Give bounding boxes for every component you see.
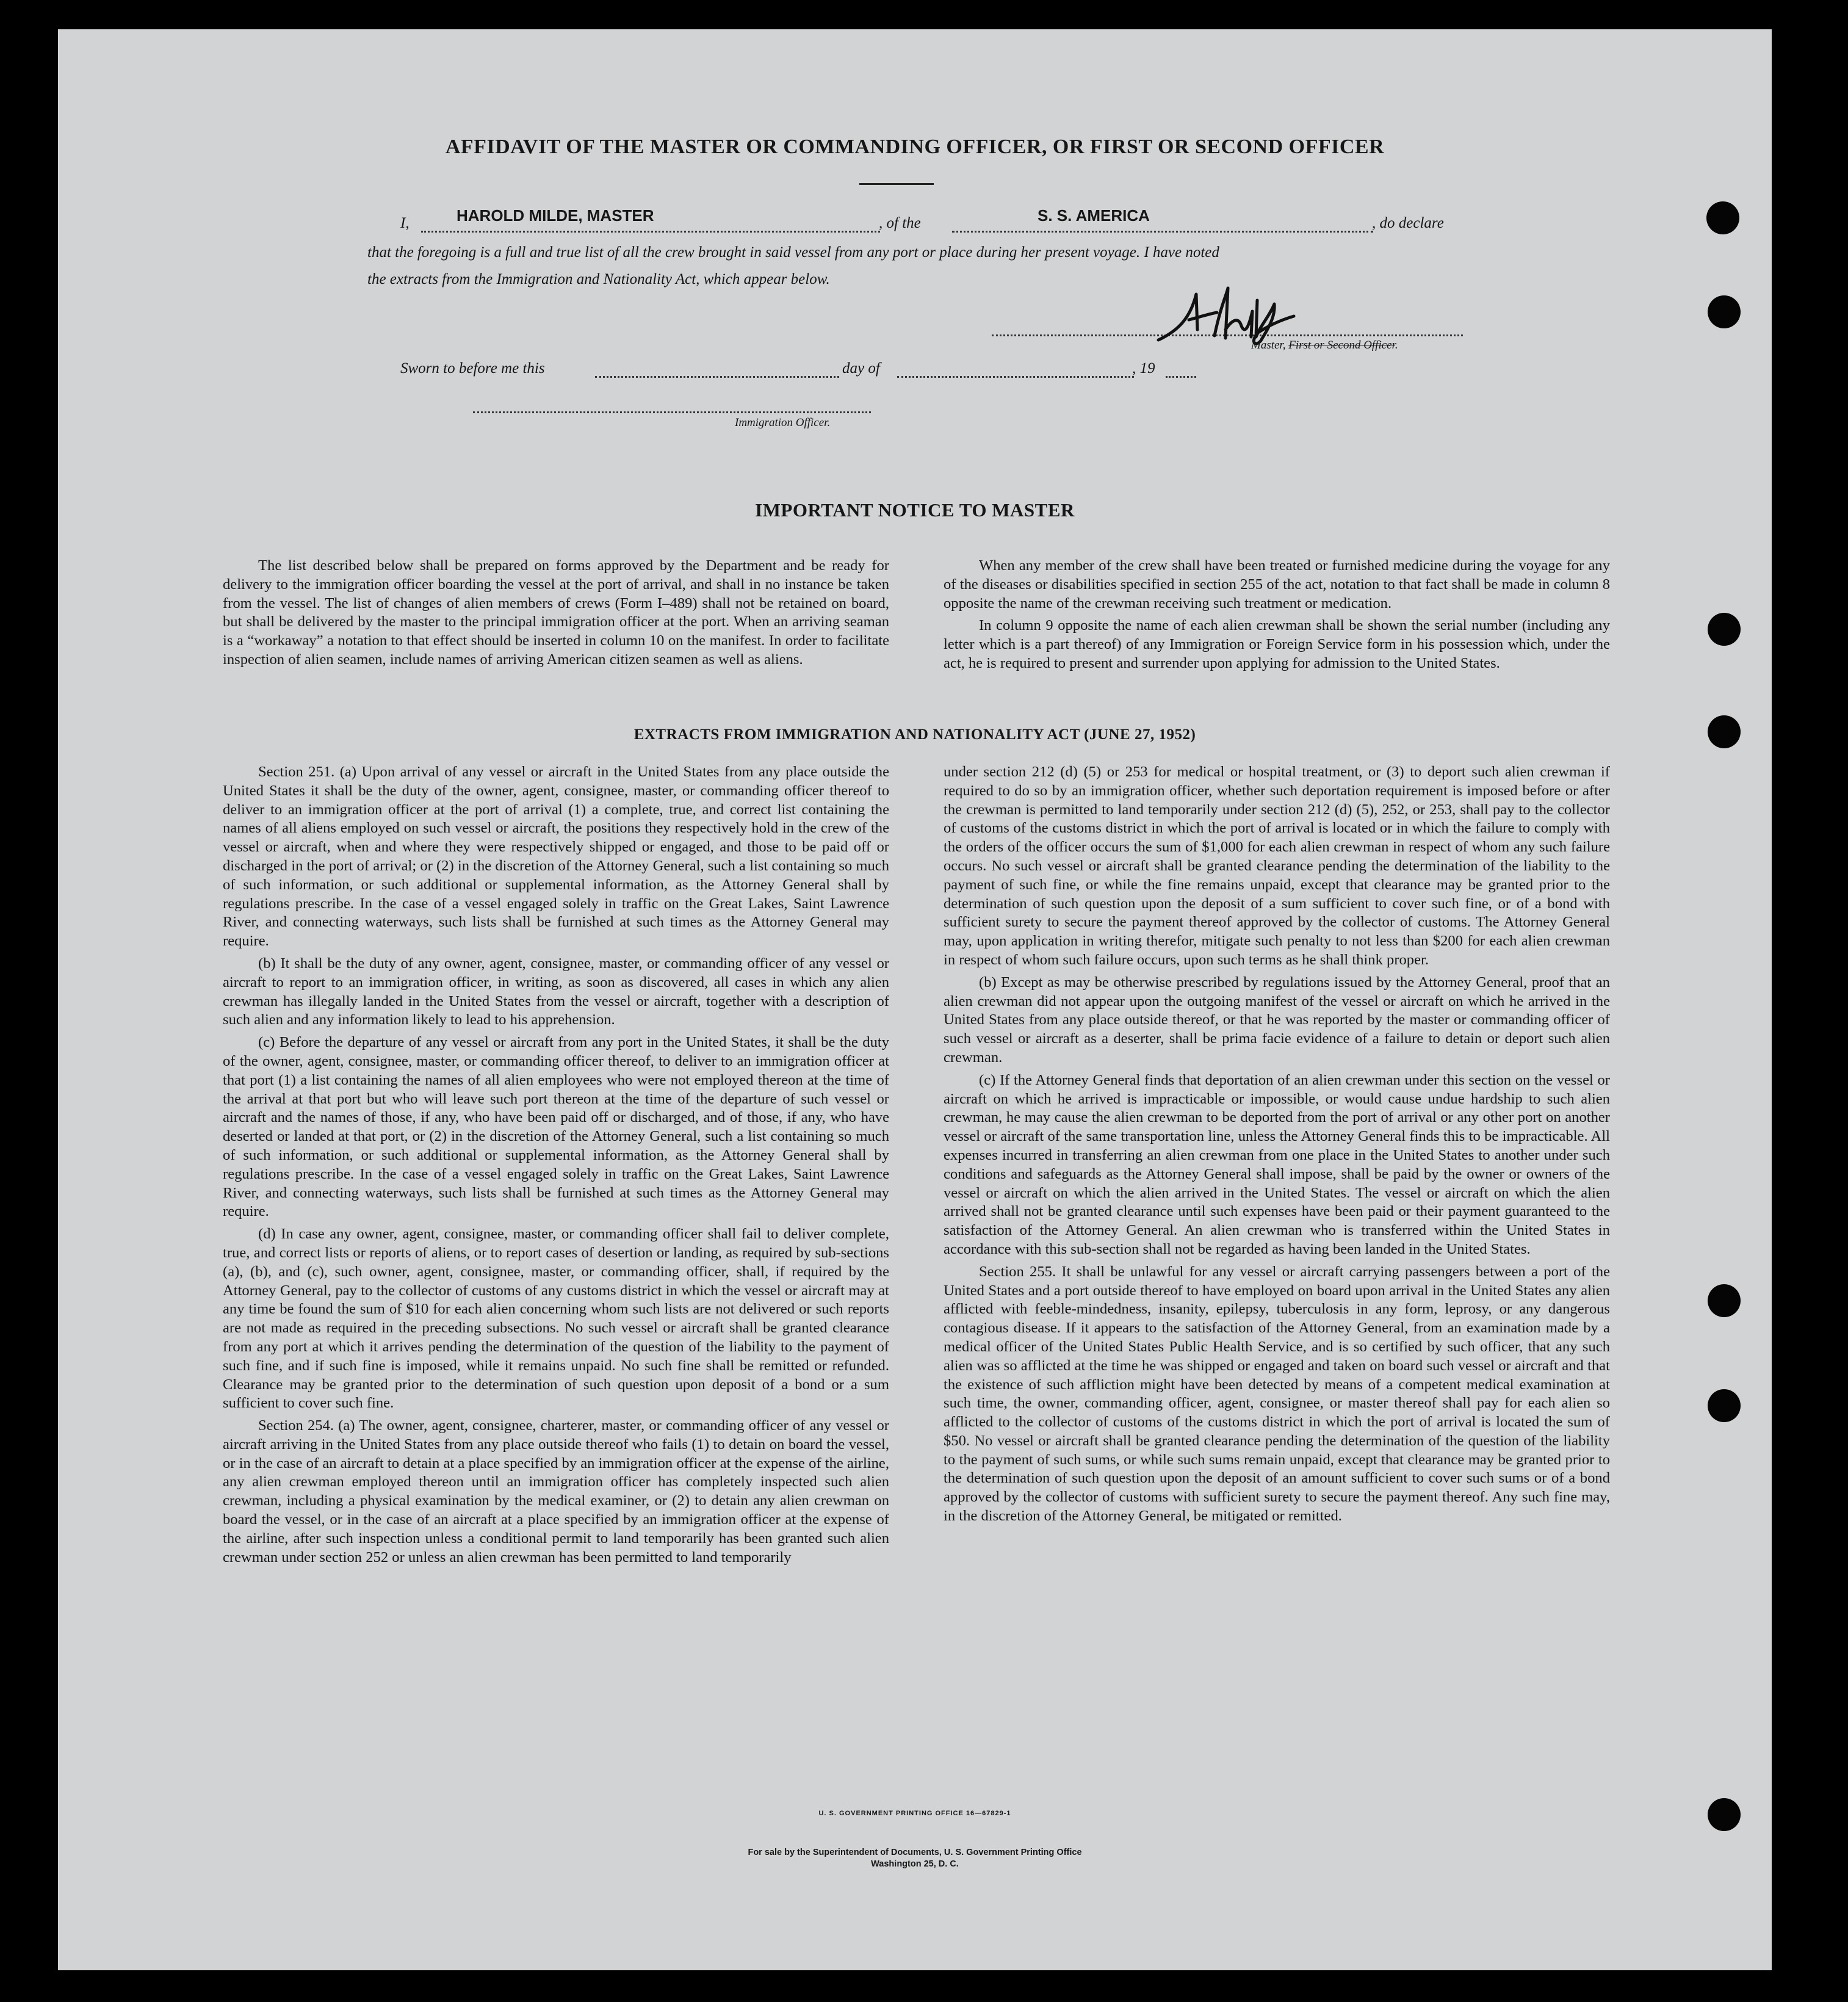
- extracts-left-column: [223, 763, 889, 1570]
- extracts-title: EXTRACTS FROM IMMIGRATION AND NATIONALITY ACT (JUNE 27, 1952): [633, 726, 1196, 743]
- section-251c: (c) Before the departure of any vessel or aircraft from any port in the United States, it shall be the duty of the owner, agent, consignee, master, or commanding officer thereof, to deliver to an immigration officer at that port (1) a list containing the names of all alien employees who were not employed thereon at the time of the arrival at that port but who will leave such port thereon at the time of the departure of such vessel or aircraft and the names of those, if any, who have been paid off or discharged, and of those, if any, who have deserted or landed at that port, or (2) in the discretion of the Attorney General, such a list containing so much of such information, or such additional or supplemental information, as the Attorney General shall by regulations prescribe. In the case of a vessel engaged solely in traffic on the Great Lakes, Saint Lawrence River, and connecting waterways, such lists shall be furnished at such times as the Attorney General may require.: [223, 1034, 889, 1220]
- signature-caption-master: Master,: [1251, 339, 1286, 352]
- section-251d: (d) In case any owner, agent, consignee, master, or commanding officer shall fail to deliver complete, true, and correct lists or reports of aliens, or to report cases of desertion or landing, as required by sub-sections (a), (b), and (c), such owner, agent, consignee, master, or commanding officer, shall, if required by the Attorney General, pay to the collector of customs of any customs district in which the vessel or aircraft may at any time be found the sum of $10 for each alien concerning whom such lists are not delivered or such reports are not made as required in the preceding subsections. No such vessel or aircraft shall be granted clearance from any port at which it arrives pending the determination of the question of the liability to the payment of such fine, and if such fine is imposed, while it remains unpaid. No such fine shall be remitted or refunded. Clearance may be granted prior to the determination of such question upon deposit of a bond or a sum sufficient to cover such fine.: [223, 1226, 889, 1412]
- signature-caption-end: .: [1395, 339, 1398, 352]
- section-255: Section 255. It shall be unlawful for any vessel or aircraft carrying passengers between a port of the United States and a port outside thereof to have employed on board upon arrival in the United States any alien afflicted with feeble-mindedness, insanity, epilepsy, tuberculosis in any form, leprosy, or any dangerous contagious disease. If it appears to the satisfaction of the Attorney General, from an examination made by a medical officer of the United States Public Health Service, and is so certified by such officer, that any such alien was so afflicted at the time he was shipped or engaged and taken on board such vessel or aircraft and that the existence of such affliction might have been detected by means of a competent medical examination at such time, the owner, commanding officer, agent, consignee, or master thereof shall pay for each alien so afflicted to the collector of customs of the customs district in which the port of arrival is located the sum of $50. No vessel or aircraft shall be granted clearance pending the determination of the question of the liability to the payment of such sums, or while such sums remain unpaid, except that clearance may be granted prior to the determination of such question upon the deposit of an amount sufficient to cover such sums or of a bond approved by the collector of customs with sufficient surety to secure the payment thereof. Any such fine may, in the discretion of the Attorney General, be mitigated or remitted.: [944, 1263, 1610, 1525]
- notice-right-paragraph: When any member of the crew shall have been treated or furnished medicine during the voyage for any of the diseases or disabilities specified in section 255 of the act, notation to that fact shall be made in column 8 opposite the name of the crewman receiving such treatment or medication.: [944, 557, 1610, 612]
- notice-left-paragraph: The list described below shall be prepared on forms approved by the Department and be ready for delivery to the immigration officer boarding the vessel at the port of arrival, and shall in no instance be taken from the vessel. The list of changes of alien members of crews (Form I–489) shall not be retained on board, but shall be delivered by the master to the principal immigration officer at the port. When an arriving seaman is a “workaway” a notation to that effect should be inserted in column 10 on the manifest. In order to facilitate inspection of alien seamen, include names of arriving American citizen seamen as well as aliens.: [223, 557, 889, 668]
- notice-left-column: [223, 557, 889, 673]
- binder-hole: [1708, 613, 1741, 646]
- section-254a-continued: under section 212 (d) (5) or 253 for medical or hospital treatment, or (3) to deport such alien crewman if required to do so by an immigration officer, whether such deportation requirement is imposed before or after the crewman is permitted to land temporarily under section 212 (d) (5), 252, or 253, shall pay to the collector of customs of the customs district in which the port of arrival is located or in which the failure to comply with the orders of the officer occurs the sum of $1,000 for each alien crewman in respect of whom any such failure occurs. No such vessel or aircraft shall be granted clearance pending the determination of the liability to the payment of such fine, or while the fine remains unpaid, except that clearance may be granted prior to the determination of such question upon the deposit of a sum sufficient to cover such fine, or of a bond with sufficient surety to secure the payment thereof approved by the collector of customs. The Attorney General may, upon application in writing therefor, mitigate such penalty to not less than $200 for each alien crewman in respect of whom such failure occurs, upon such terms as he shall think proper.: [944, 764, 1610, 968]
- section-251b: (b) It shall be the duty of any owner, agent, consignee, master, or commanding officer of any vessel or aircraft to report to an immigration officer, in writing, as soon as discovered, all cases in which any alien crewman has illegally landed in the United States from the vessel or aircraft, together with a description of such alien and any information likely to lead to his apprehension.: [223, 955, 889, 1028]
- sworn-day-line: [595, 376, 839, 378]
- title-rule: [859, 183, 934, 185]
- master-name-line: [421, 231, 880, 233]
- declaration-line-1: that the foregoing is a full and true list of all the crew brought in said vessel from any port or place during her present voyage. I have noted: [367, 244, 1219, 261]
- notice-right-paragraph: In column 9 opposite the name of each alien crewman shall be shown the serial number (including any letter which is a part thereof) of any Immigration or Foreign Service form in his possession which, under the act, he is required to present and surrender upon applying for admission to the United States.: [944, 617, 1610, 671]
- binder-hole: [1708, 1284, 1741, 1317]
- binder-hole: [1708, 295, 1741, 328]
- signature-caption: [1251, 339, 1398, 352]
- day-of-label: day of: [842, 360, 880, 377]
- binder-hole: [1708, 1389, 1741, 1422]
- signature-caption-struck: First or Second Officer: [1288, 339, 1395, 352]
- vessel-name-line: [952, 231, 1373, 233]
- section-254b: (b) Except as may be otherwise prescribed by regulations issued by the Attorney General, proof that an alien crewman did not appear upon the outgoing manifest of the vessel or aircraft on which he arrived in the United States from any place outside thereof, or that he was reported by the master or commanding officer of such vessel or aircraft as a deserter, shall be prima facie evidence of a failure to detain or deport such alien crewman.: [944, 974, 1610, 1066]
- declaration-line-2: the extracts from the Immigration and Nationality Act, which appear below.: [367, 271, 830, 287]
- sale-notice-line-1: For sale by the Superintendent of Documents, U. S. Government Printing Office: [748, 1848, 1082, 1857]
- sworn-month-line: [897, 376, 1134, 378]
- binder-hole: [1706, 201, 1739, 234]
- officer-label: Immigration Officer.: [735, 416, 831, 429]
- notice-right-column: [944, 557, 1610, 677]
- section-254c: (c) If the Attorney General finds that deportation of an alien crewman under this section on the vessel or aircraft on which he arrived is impracticable or impossible, or would cause undue hardship to such alien crewman, he may cause the alien crewman to be deported from the port of arrival or any other port on another vessel or aircraft of the same transportation line, unless the Attorney General finds this to be impracticable. All expenses incurred in transferring an alien crewman from one place in the United States to another under such conditions and safeguards as the Attorney General shall impose, shall be paid by the owner or owners of the vessel or aircraft on which the alien arrived in the United States. The vessel or aircraft on which the alien arrived shall not be granted clearance until such expenses have been paid or their payment guaranteed to the satisfaction of the Attorney General. An alien crewman who is transferred within the United States in accordance with this sub-section shall not be regarded as having been landed in the United States.: [944, 1071, 1610, 1257]
- printing-office-imprint: U. S. GOVERNMENT PRINTING OFFICE 16—67829-1: [818, 1810, 1011, 1817]
- of-the-label: , of the: [879, 215, 921, 231]
- section-254a: Section 254. (a) The owner, agent, consignee, charterer, master, or commanding officer of any vessel or aircraft arriving in the United States from any place outside thereof who fails (1) to detain on board the vessel, or in the case of an aircraft to detain at a place specified by an immigration officer at the expense of the airline, any alien crewman employed thereon until an immigration officer has completely inspected such alien crewman, including a physical examination by the medical examiner, or (2) to detain any alien crewman on board the vessel, or in the case of an aircraft at a place specified by an immigration officer at the expense of the airline, after such inspection unless a conditional permit to land temporarily has been granted such alien crewman under section 252 or unless an alien crewman has been permitted to land temporarily: [223, 1417, 889, 1566]
- officer-signature-line: [473, 411, 871, 413]
- i-label: I,: [400, 215, 410, 231]
- sale-notice: [58, 1847, 1772, 1870]
- extracts-right-column: [944, 763, 1610, 1530]
- do-declare-label: , do declare: [1372, 215, 1444, 231]
- sworn-year-line: [1166, 376, 1196, 378]
- affidavit-title: AFFIDAVIT OF THE MASTER OR COMMANDING OFFICER, OR FIRST OR SECOND OFFICER: [445, 136, 1385, 158]
- year-label: , 19: [1132, 360, 1155, 377]
- notice-title: IMPORTANT NOTICE TO MASTER: [755, 499, 1075, 521]
- section-251a: Section 251. (a) Upon arrival of any vessel or aircraft in the United States from any place outside the United States it shall be the duty of the owner, agent, consignee, master, or commanding officer thereof to deliver to an immigration officer at the port of arrival (1) a complete, true, and correct list containing the names of all aliens employed on such vessel or aircraft, the positions they respectively hold in the crew of the vessel or aircraft, when and where they were respectively shipped or engaged, and those to be paid off or discharged in the port of arrival; or (2) in the discretion of the Attorney General, such a list containing so much of such information, or such additional or supplemental information, as the Attorney General shall by regulations prescribe. In the case of a vessel engaged solely in traffic on the Great Lakes, Saint Lawrence River, and connecting waterways, such lists shall be furnished at such times as the Attorney General may require.: [223, 764, 889, 950]
- master-name-value: HAROLD MILDE, MASTER: [457, 206, 654, 225]
- sale-notice-line-2: Washington 25, D. C.: [871, 1859, 959, 1869]
- sworn-label: Sworn to before me this: [400, 360, 545, 377]
- vessel-name-value: S. S. AMERICA: [1038, 206, 1150, 225]
